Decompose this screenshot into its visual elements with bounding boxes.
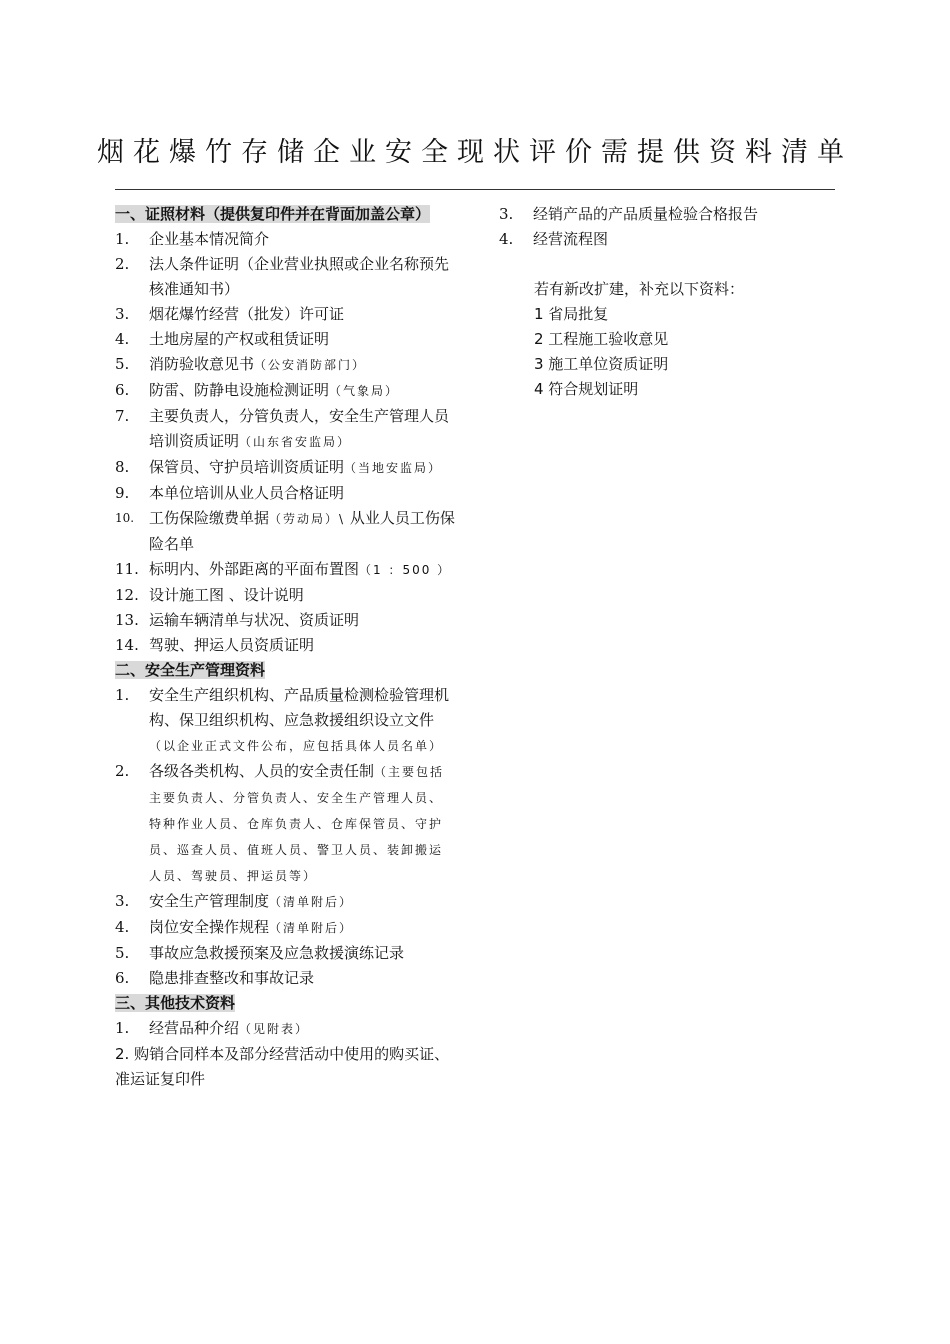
list-item <box>115 302 455 327</box>
list-item <box>115 941 455 966</box>
item-note: （清单附后） <box>269 921 354 935</box>
item-text: 安全生产管理制度（清单附后） <box>149 892 354 910</box>
item-number: 11. <box>115 560 139 578</box>
item-number: 1. <box>115 230 130 248</box>
item-number: 4. <box>499 230 514 248</box>
list-item <box>115 759 455 889</box>
item-text: 驾驶、押运人员资质证明 <box>149 636 315 654</box>
supplement-item: 4 符合规划证明 <box>534 380 639 398</box>
item-number: 7. <box>115 407 130 425</box>
item-text: 标明内、外部距离的平面布置图（1 ：500 ） <box>149 560 452 578</box>
list-item <box>115 608 455 633</box>
list-item <box>115 481 455 506</box>
list-item <box>115 252 455 302</box>
item-text: 事故应急救援预案及应急救援演练记录 <box>149 944 405 962</box>
list-item <box>499 227 819 252</box>
list-item <box>115 327 455 352</box>
item-number: 2. <box>115 255 130 273</box>
item-number: 2. <box>115 762 130 780</box>
item-note: （1 ：500 ） <box>359 563 452 577</box>
item-note: （劳动局）\ <box>269 512 346 526</box>
item-note: （气象局） <box>329 384 400 398</box>
section-3-item-2: 2. 购销合同样本及部分经营活动中使用的购买证、准运证复印件 <box>115 1045 450 1088</box>
supplement-item: 2 工程施工验收意见 <box>534 330 669 348</box>
item-text: 法人条件证明（企业营业执照或企业名称预先核准通知书） <box>149 255 450 298</box>
item-note: （山东省安监局） <box>239 435 352 449</box>
item-text: 土地房屋的产权或租赁证明 <box>149 330 330 348</box>
section-3-continued-list <box>499 202 819 252</box>
left-column <box>115 202 455 1092</box>
item-note: （见附表） <box>239 1022 310 1036</box>
item-number: 14. <box>115 636 139 654</box>
list-item <box>499 202 819 227</box>
list-item <box>115 583 455 608</box>
list-item <box>115 557 455 583</box>
section-1-list <box>115 227 455 658</box>
list-item <box>115 889 455 915</box>
item-number: 12. <box>115 586 139 604</box>
section-heading-3: 三、其他技术资料 <box>115 994 236 1012</box>
item-text: 烟花爆竹经营（批发）许可证 <box>149 305 345 323</box>
list-item <box>115 966 455 991</box>
item-number: 3. <box>115 305 130 323</box>
list-item <box>115 378 455 404</box>
item-number: 13. <box>115 611 139 629</box>
item-number: 6. <box>115 381 130 399</box>
item-text: 经销产品的产品质量检验合格报告 <box>533 205 759 223</box>
title-divider <box>115 189 835 190</box>
item-text: 本单位培训从业人员合格证明 <box>149 484 345 502</box>
item-number: 1. <box>115 686 130 704</box>
list-item <box>115 683 455 759</box>
item-text: 主要负责人，分管负责人，安全生产管理人员培训资质证明（山东省安监局） <box>149 407 450 450</box>
item-text: 企业基本情况简介 <box>149 230 270 248</box>
item-text: 隐患排查整改和事故记录 <box>149 969 315 987</box>
list-item <box>115 455 455 481</box>
list-item <box>115 352 455 378</box>
item-number: 9. <box>115 484 130 502</box>
list-item <box>115 915 455 941</box>
item-text: 安全生产组织机构、产品质量检测检验管理机构、保卫组织机构、应急救援组织设立文件（以企业正式文件公布，应包括具体人员名单） <box>149 686 450 753</box>
item-number: 4. <box>115 918 130 936</box>
item-text: 设计施工图 、设计说明 <box>149 586 304 604</box>
item-text: 消防验收意见书（公安消防部门） <box>149 355 367 373</box>
item-text: 防雷、防静电设施检测证明（气象局） <box>149 381 400 399</box>
item-text: 运输车辆清单与状况、资质证明 <box>149 611 360 629</box>
item-number: 5. <box>115 944 130 962</box>
section-heading-1: 一、证照材料（提供复印件并在背面加盖公章） <box>115 205 431 223</box>
list-item <box>115 404 455 455</box>
item-number: 10. <box>115 511 135 525</box>
item-text: 经营品种介绍（见附表） <box>149 1019 310 1037</box>
item-note: （以企业正式文件公布，应包括具体人员名单） <box>149 739 444 753</box>
list-item <box>115 633 455 658</box>
item-text: 保管员、守护员培训资质证明（当地安监局） <box>149 458 443 476</box>
page-title: 烟花爆竹存储企业安全现状评价需提供资料清单 <box>97 137 853 168</box>
item-note: （公安消防部门） <box>254 358 367 372</box>
item-note: （主要包括主要负责人、分管负责人、安全生产管理人员、特种作业人员、仓库负责人、仓库保管员、守护员、巡查人员、值班人员、警卫人员、装卸搬运人员、驾驶员、押运员等） <box>149 765 445 883</box>
item-text: 经营流程图 <box>533 230 609 248</box>
item-number: 6. <box>115 969 130 987</box>
list-item <box>115 1016 455 1042</box>
section-2-list <box>115 683 455 991</box>
list-item <box>115 506 455 557</box>
item-number: 3. <box>499 205 514 223</box>
item-number: 4. <box>115 330 130 348</box>
section-3-list <box>115 1016 455 1042</box>
supplement-item: 3 施工单位资质证明 <box>534 355 669 373</box>
item-number: 5. <box>115 355 130 373</box>
supplement-list <box>499 302 819 402</box>
section-heading-2: 二、安全生产管理资料 <box>115 661 266 679</box>
supplement-intro: 若有新改扩建，补充以下资料： <box>534 280 745 298</box>
right-column <box>499 202 819 402</box>
item-number: 3. <box>115 892 130 910</box>
item-text: 工伤保险缴费单据（劳动局）\ 从业人员工伤保险名单 <box>149 509 455 553</box>
supplement-item: 1 省局批复 <box>534 305 609 323</box>
item-note: （当地安监局） <box>344 461 443 475</box>
item-note: （清单附后） <box>269 895 354 909</box>
list-item <box>115 227 455 252</box>
item-text: 各级各类机构、人员的安全责任制（主要包括主要负责人、分管负责人、安全生产管理人员、特种作业人员、仓库负责人、仓库保管员、守护员、巡查人员、值班人员、警卫人员、装卸搬运人员、驾驶员、押运员等） <box>149 762 445 883</box>
item-number: 1. <box>115 1019 130 1037</box>
item-text: 岗位安全操作规程（清单附后） <box>149 918 354 936</box>
item-number: 8. <box>115 458 130 476</box>
